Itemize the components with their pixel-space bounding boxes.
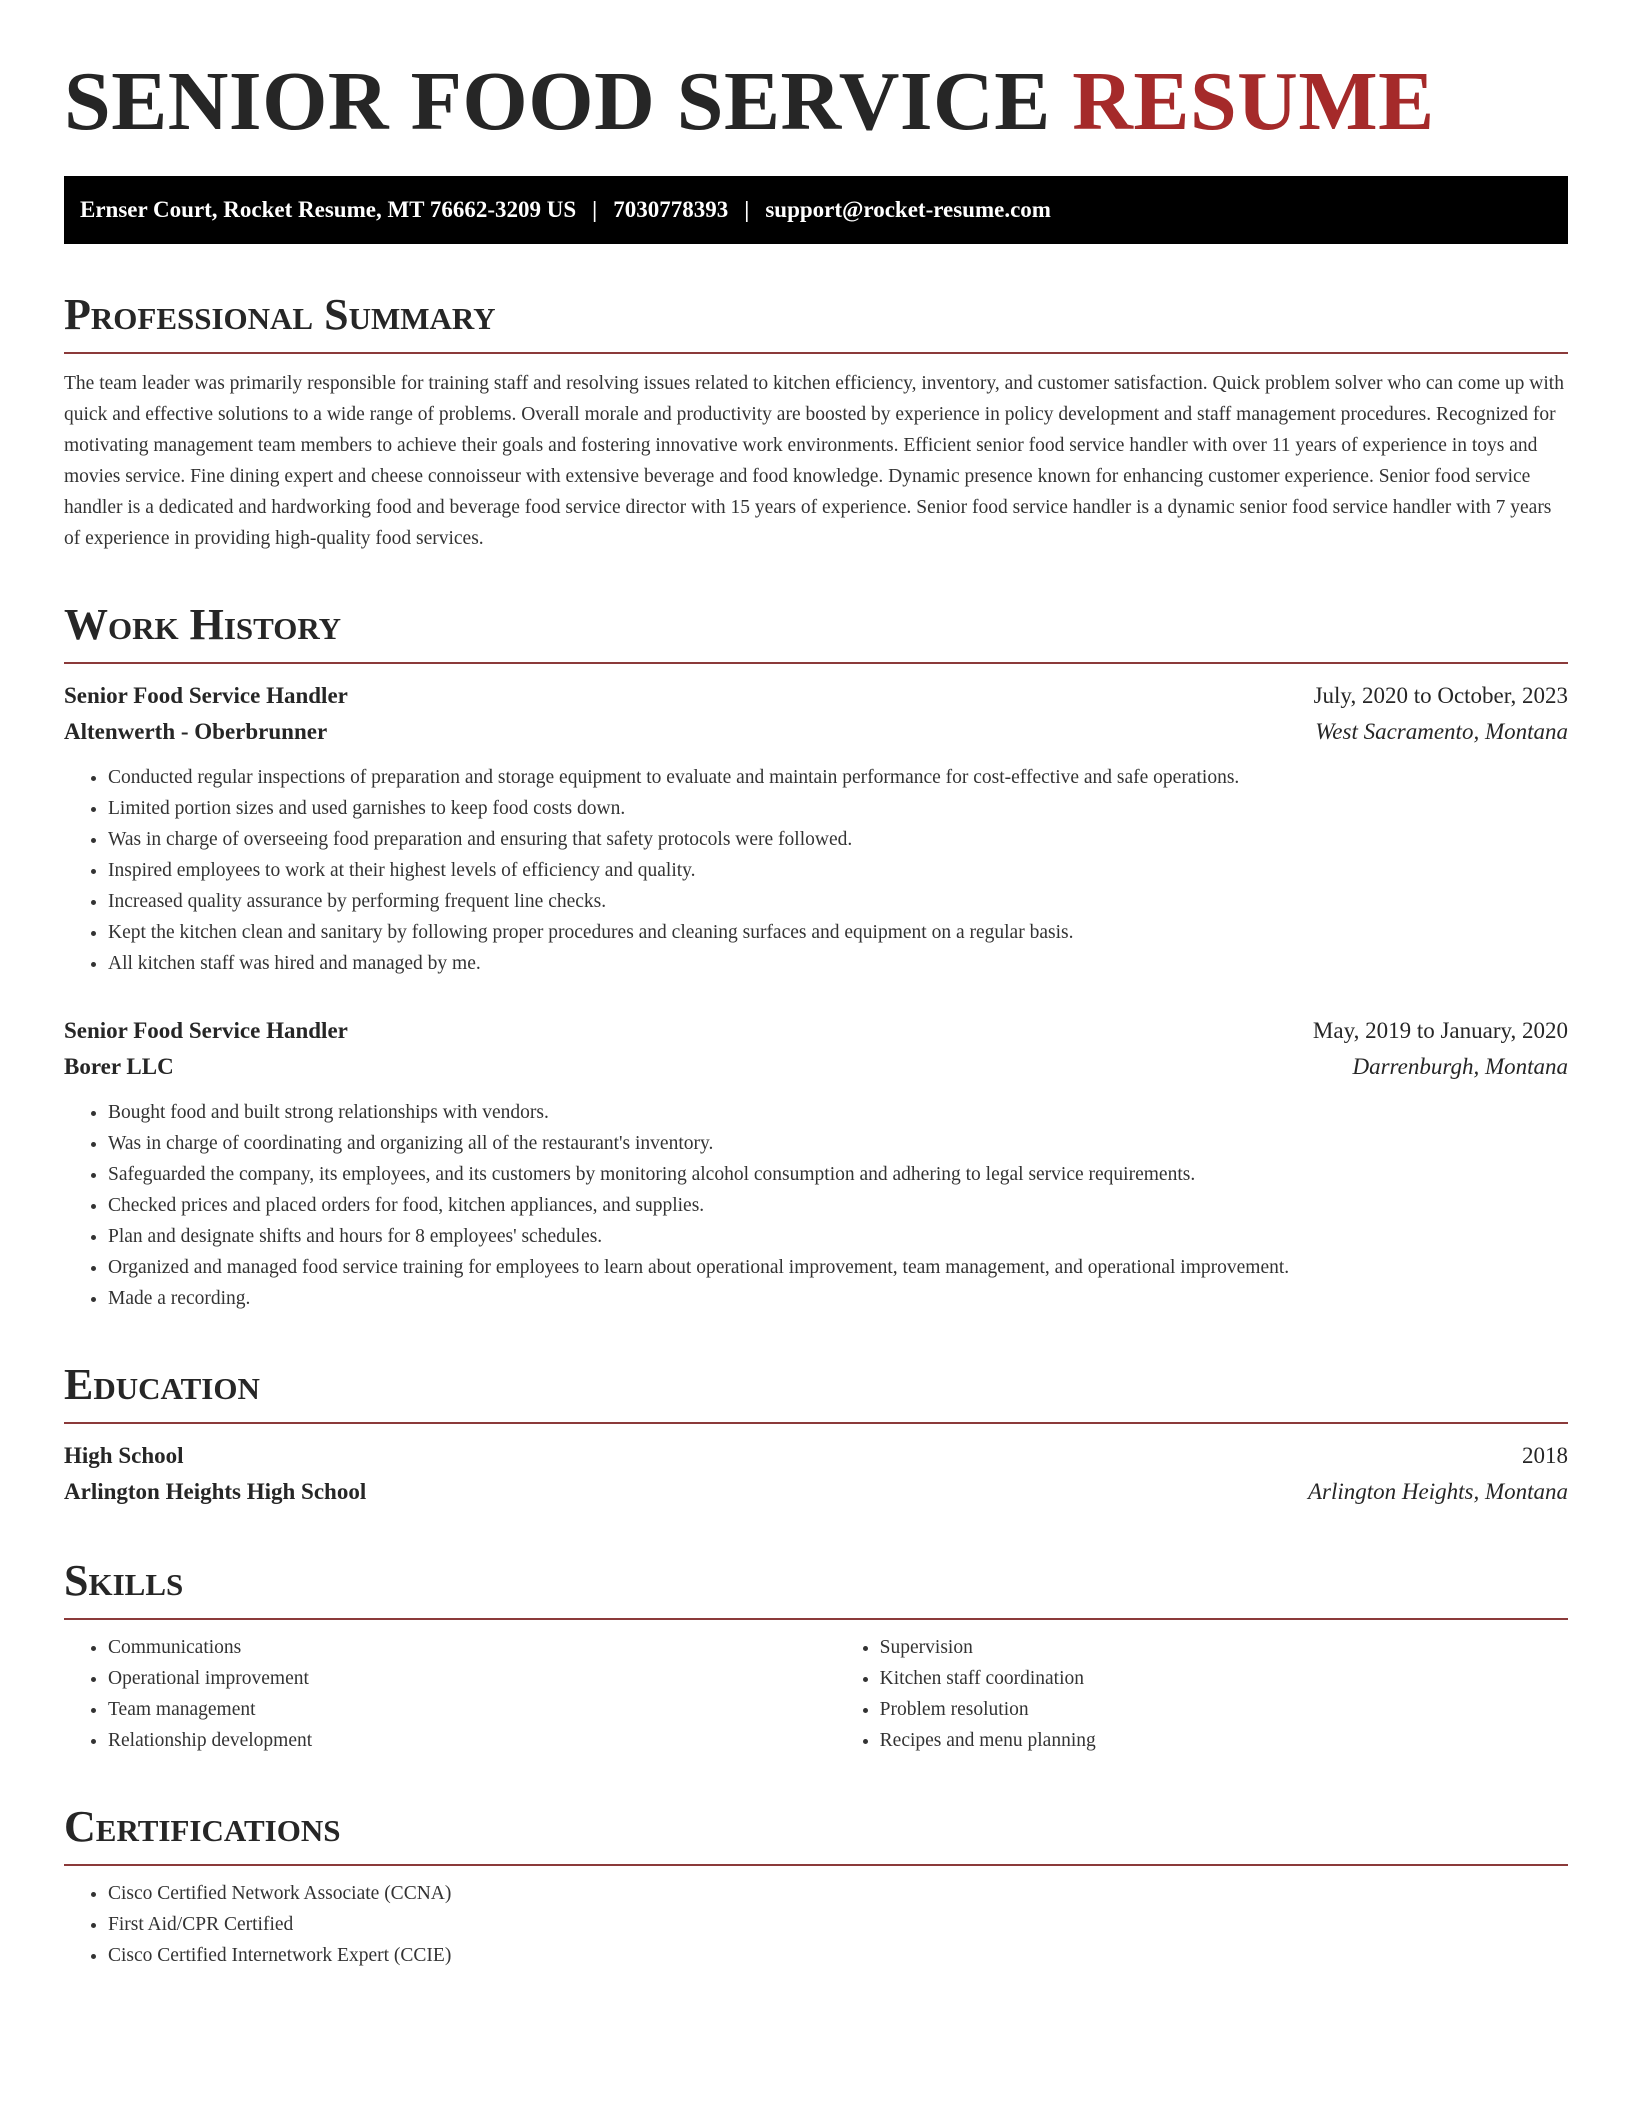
job-title: Senior Food Service Handler (64, 683, 348, 708)
education-entry (64, 1438, 1568, 1510)
skill-item: • Team management (108, 1694, 836, 1725)
skills-columns (64, 1632, 1568, 1756)
job-header-row (64, 1013, 1568, 1049)
job-company-row (64, 1049, 1568, 1085)
job-company-row (64, 714, 1568, 750)
education-location: Arlington Heights, Montana (1307, 1479, 1568, 1504)
work-history-heading: Work History (64, 600, 1568, 664)
job-location: Darrenburgh, Montana (1352, 1054, 1568, 1079)
skill-item: • Relationship development (108, 1725, 836, 1756)
job-bullet: • Inspired employees to work at their highest levels of efficiency and quality. (108, 855, 1568, 886)
education-section (64, 1360, 1568, 1510)
job-bullet: • Conducted regular inspections of preparation and storage equipment to evaluate and maintain performance for cost-effective and safe operations. (108, 762, 1568, 793)
job-bullet: • All kitchen staff was hired and managed by me. (108, 948, 1568, 979)
job-bullet: • Made a recording. (108, 1283, 1568, 1314)
certifications-section (64, 1802, 1568, 1971)
job-dates: May, 2019 to January, 2020 (1312, 1018, 1568, 1043)
certifications-heading: Certifications (64, 1802, 1568, 1866)
job-bullet: • Checked prices and placed orders for food, kitchen appliances, and supplies. (108, 1190, 1568, 1221)
skill-item: • Problem resolution (880, 1694, 1568, 1725)
phone-text: 7030778393 (613, 197, 729, 222)
job-entry (64, 678, 1568, 979)
job-dates: July, 2020 to October, 2023 (1313, 683, 1568, 708)
summary-text: The team leader was primarily responsible for training staff and resolving issues related to kitchen efficiency, inventory, and customer satisfaction. Quick problem solver who can come up with quick and effective solutions to a wide range of problems. Overall morale and productivity are boosted by experience in policy development and staff management procedures. Recognized for motivating management team members to achieve their goals and fostering innovative work environments. Efficient senior food service handler with over 11 years of experience in toys and movies service. Fine dining expert and cheese connoisseur with extensive beverage and food knowledge. Dynamic presence known for enhancing customer experience. Senior food service handler is a dedicated and hardworking food and beverage food service director with 15 years of experience. Senior food service handler is a dynamic senior food service handler with 7 years of experience in providing high-quality food services. (64, 373, 1564, 549)
title-main: SENIOR FOOD SERVICE (64, 55, 1073, 148)
job-header-row (64, 678, 1568, 714)
job-entry (64, 1013, 1568, 1314)
skills-column-left (64, 1632, 836, 1756)
education-degree: High School (64, 1443, 184, 1468)
job-bullet: • Organized and managed food service training for employees to learn about operational improvement, team management, and operational improvement. (108, 1252, 1568, 1283)
skills-heading: Skills (64, 1556, 1568, 1620)
address-text: Ernser Court, Rocket Resume, MT 76662-3209 US (80, 197, 577, 222)
title-accent: RESUME (1072, 55, 1435, 148)
skill-item: • Supervision (880, 1632, 1568, 1663)
job-bullet: • Plan and designate shifts and hours for 8 employees' schedules. (108, 1221, 1568, 1252)
skill-item: • Kitchen staff coordination (880, 1663, 1568, 1694)
work-history-section (64, 600, 1568, 1314)
certification-item: • Cisco Certified Network Associate (CCNA) (108, 1878, 1568, 1909)
job-bullet: • Increased quality assurance by performing frequent line checks. (108, 886, 1568, 917)
education-degree-row (64, 1438, 1568, 1474)
job-bullet: • Limited portion sizes and used garnishes to keep food costs down. (108, 793, 1568, 824)
summary-heading: Professional Summary (64, 290, 1568, 354)
certification-item: • Cisco Certified Internetwork Expert (CCIE) (108, 1940, 1568, 1971)
job-company: Altenwerth - Oberbrunner (64, 719, 328, 744)
job-bullet: • Kept the kitchen clean and sanitary by following proper procedures and cleaning surfaces and equipment on a regular basis. (108, 917, 1568, 948)
resume-title (64, 52, 1568, 152)
skill-item: • Recipes and menu planning (880, 1725, 1568, 1756)
job-bullets (64, 762, 1568, 979)
job-bullet: • Bought food and built strong relationships with vendors. (108, 1097, 1568, 1128)
job-bullets (64, 1097, 1568, 1314)
education-school: Arlington Heights High School (64, 1479, 367, 1504)
job-bullet: • Was in charge of overseeing food preparation and ensuring that safety protocols were followed. (108, 824, 1568, 855)
education-school-row (64, 1474, 1568, 1510)
job-company: Borer LLC (64, 1054, 174, 1079)
separator: | (744, 197, 750, 222)
job-title: Senior Food Service Handler (64, 1018, 348, 1043)
summary-section (64, 290, 1568, 554)
education-year: 2018 (1522, 1443, 1568, 1468)
email-text: support@rocket-resume.com (765, 197, 1051, 222)
job-bullet: • Safeguarded the company, its employees, and its customers by monitoring alcohol consumption and adhering to legal service requirements. (108, 1159, 1568, 1190)
job-bullet: • Was in charge of coordinating and organizing all of the restaurant's inventory. (108, 1128, 1568, 1159)
certification-item: • First Aid/CPR Certified (108, 1909, 1568, 1940)
skill-item: • Communications (108, 1632, 836, 1663)
contact-bar (64, 176, 1568, 244)
skills-section (64, 1556, 1568, 1756)
separator: | (592, 197, 598, 222)
certifications-list (64, 1878, 1568, 1971)
skills-column-right (836, 1632, 1568, 1756)
skill-item: • Operational improvement (108, 1663, 836, 1694)
education-heading: Education (64, 1360, 1568, 1424)
job-location: West Sacramento, Montana (1315, 719, 1568, 744)
